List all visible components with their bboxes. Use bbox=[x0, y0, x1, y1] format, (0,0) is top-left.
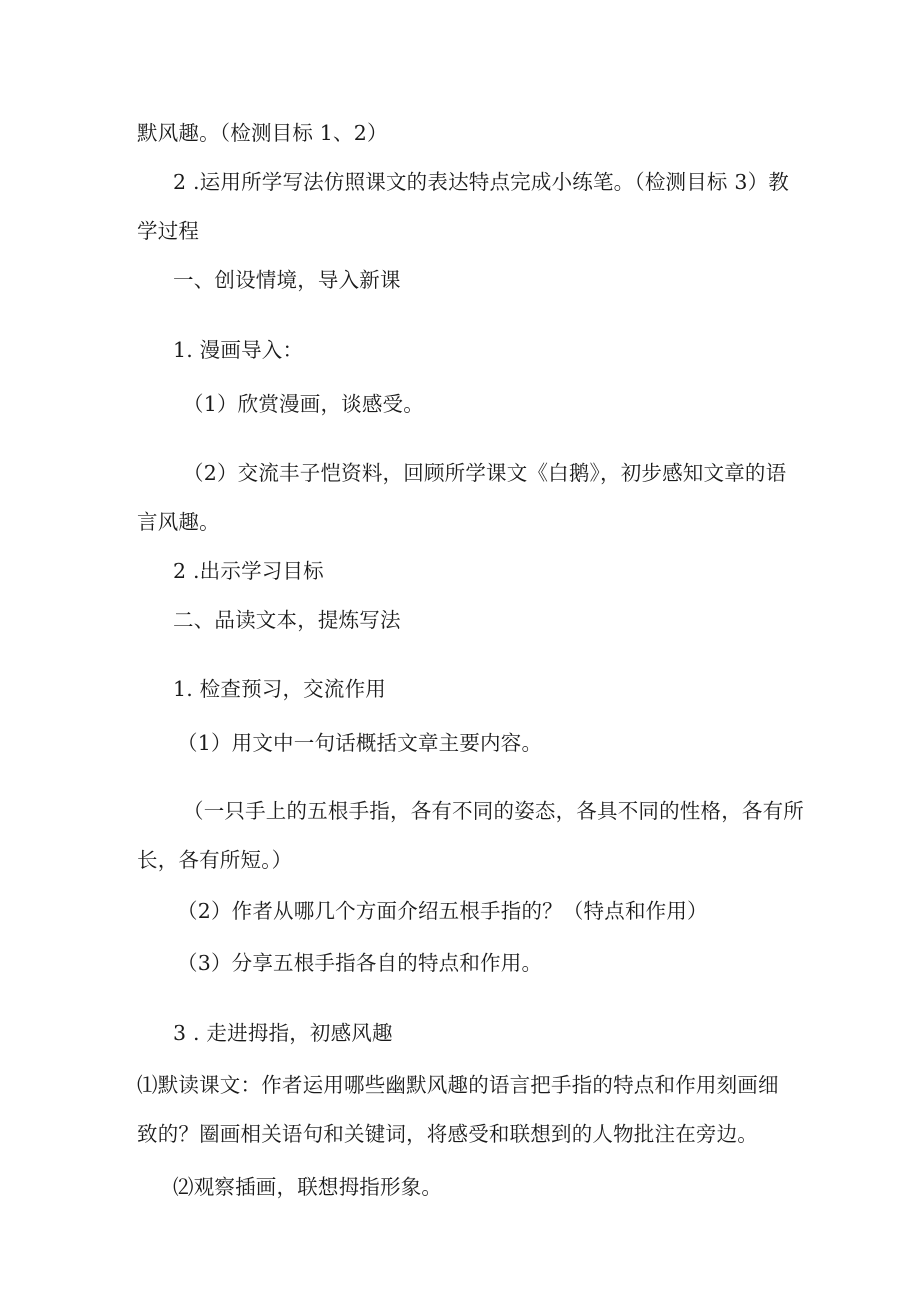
text-line: 致的？圈画相关语句和关键词，将感受和联想到的人物批注在旁边。 bbox=[137, 1122, 758, 1146]
text-line: （一只手上的五根手指，各有不同的姿态，各具不同的性格，各有所 bbox=[183, 799, 804, 823]
text-line: 学过程 bbox=[137, 219, 200, 243]
section-heading: 一、创设情境，导入新课 bbox=[173, 268, 401, 292]
text-line: 2 .出示学习目标 bbox=[173, 559, 324, 583]
text-line: 2 .运用所学写法仿照课文的表达特点完成小练笔。（检测目标 3）教 bbox=[173, 170, 789, 194]
text-line: 1. 漫画导入： bbox=[173, 338, 304, 362]
text-line: 言风趣。 bbox=[137, 510, 220, 534]
text-line: （1）用文中一句话概括文章主要内容。 bbox=[177, 731, 543, 755]
section-heading: 二、品读文本，提炼写法 bbox=[173, 608, 401, 632]
text-line: 1. 检查预习，交流作用 bbox=[173, 677, 386, 701]
text-line: （2）交流丰子恺资料，回顾所学课文《白鹅》，初步感知文章的语 bbox=[183, 461, 787, 485]
text-line: （1）欣赏漫画，谈感受。 bbox=[183, 392, 424, 416]
text-line: 3 . 走进拇指，初感风趣 bbox=[173, 1021, 393, 1045]
text-line: （2）作者从哪几个方面介绍五根手指的？（特点和作用） bbox=[177, 899, 708, 923]
text-line: ⑵观察插画，联想拇指形象。 bbox=[173, 1175, 443, 1199]
text-line: ⑴默读课文：作者运用哪些幽默风趣的语言把手指的特点和作用刻画细 bbox=[137, 1073, 779, 1097]
text-line: （3）分享五根手指各自的特点和作用。 bbox=[177, 951, 543, 975]
text-line: 默风趣。（检测目标 1、2） bbox=[137, 121, 388, 145]
text-line: 长，各有所短。） bbox=[137, 848, 293, 872]
